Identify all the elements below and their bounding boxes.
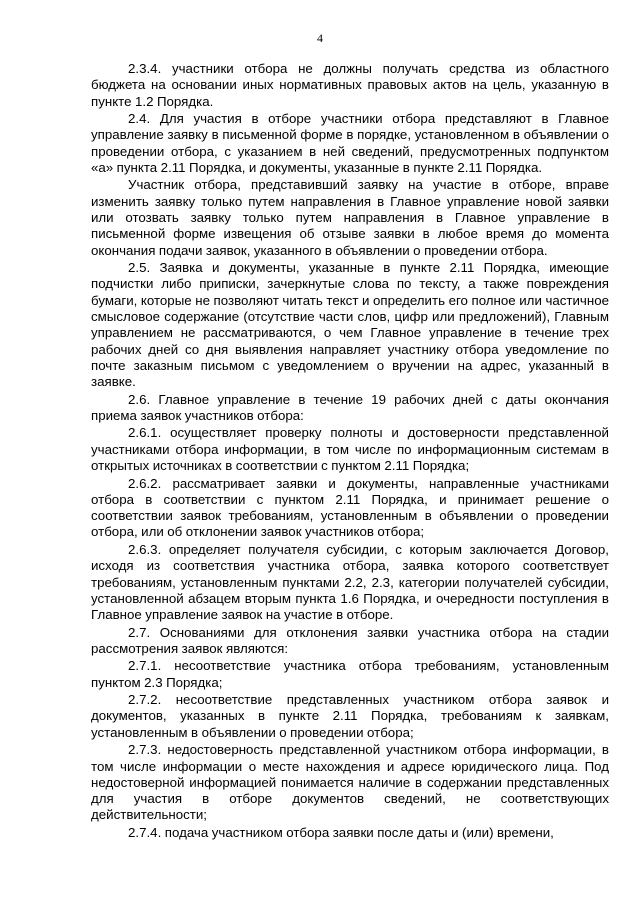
paragraph-2-7-4: 2.7.4. подача участником отбора заявки после даты и (или) времени, <box>128 824 554 840</box>
document-body <box>91 61 609 841</box>
paragraph-2-7-3: 2.7.3. недостоверность представленной участником отбора информации, в том числе информации о месте нахождения и адресе юридического лица. Под недостоверной информацией понимается наличие в содержании представленных для участия в отборе документов сведений, не соответствующих действительности; <box>91 742 609 823</box>
paragraph-2-6-3: 2.6.3. определяет получателя субсидии, с которым заключается Договор, исходя из соответствия участника отбора, заявка которого соответствует требованиям, установленным пунктами 2.2, 2.3, категории получателей субсидии, установленной абзацем вторым пункта 1.6 Порядка, и очередности поступления в Главное управление заявок на участие в отборе. <box>91 541 609 623</box>
page-number: 4 <box>317 31 323 45</box>
paragraph-2-7: 2.7. Основаниями для отклонения заявки участника отбора на стадии рассмотрения заявок являются: <box>91 624 609 656</box>
paragraph-2-5: 2.5. Заявка и документы, указанные в пункте 2.11 Порядка, имеющие подчистки либо приписки, зачеркнутые слова по тексту, а также повреждения бумаги, которые не позволяют читать текст и определить его полное или частичное смысловое содержание (отсутствие части слов, цифр или предложений), Главным управлением не рассматриваются, о чем Главное управление в течение трех рабочих дней со дня выявления направляет участнику отбора уведомление по почте заказным письмом с уведомлением о вручении на адрес, указанный в заявке. <box>91 260 609 390</box>
paragraph-2-6-1: 2.6.1. осуществляет проверку полноты и достоверности представленной участниками отбора информации, в том числе по информационным системам в открытых источниках в соответствии с пунктом 2.11 Порядка; <box>91 425 609 474</box>
paragraph-2-7-1: 2.7.1. несоответствие участника отбора требованиям, установленным пунктом 2.3 Порядка; <box>91 658 609 690</box>
paragraph-2-7-2: 2.7.2. несоответствие представленных участником отбора заявок и документов, указанных в пункте 2.11 Порядка, требованиям к заявкам, установленным в объявлении о проведении отбора; <box>91 692 609 740</box>
paragraph-2-6: 2.6. Главное управление в течение 19 рабочих дней с даты окончания приема заявок участников отбора: <box>91 391 609 423</box>
paragraph-2-3-4: 2.3.4. участники отбора не должны получать средства из областного бюджета на основании иных нормативных правовых актов на цель, указанную в пункте 1.2 Порядка. <box>91 61 609 109</box>
paragraph-participant-change: Участник отбора, представивший заявку на участие в отборе, вправе изменить заявку только путем направления в Главное управление новой заявки или отозвать заявку только путем направления в Главное управление в письменной форме извещения об отзыве заявки в любое время до момента окончания подачи заявок, указанного в объявлении о проведении отбора. <box>91 177 609 258</box>
paragraph-2-6-2: 2.6.2. рассматривает заявки и документы, направленные участниками отбора в соответствии с пунктом 2.11 Порядка, и принимает решение о соответствии заявок требованиям, установленным в объявлении о проведении отбора, или об отклонении заявок участников отбора; <box>91 475 609 540</box>
paragraph-2-4: 2.4. Для участия в отборе участники отбора представляют в Главное управление заявку в письменной форме в порядке, установленном в объявлении о проведении отбора, с указанием в ней сведений, предусмотренных подпунктом «а» пункта 2.11 Порядка, и документы, указанные в пункте 2.11 Порядка. <box>91 111 609 175</box>
